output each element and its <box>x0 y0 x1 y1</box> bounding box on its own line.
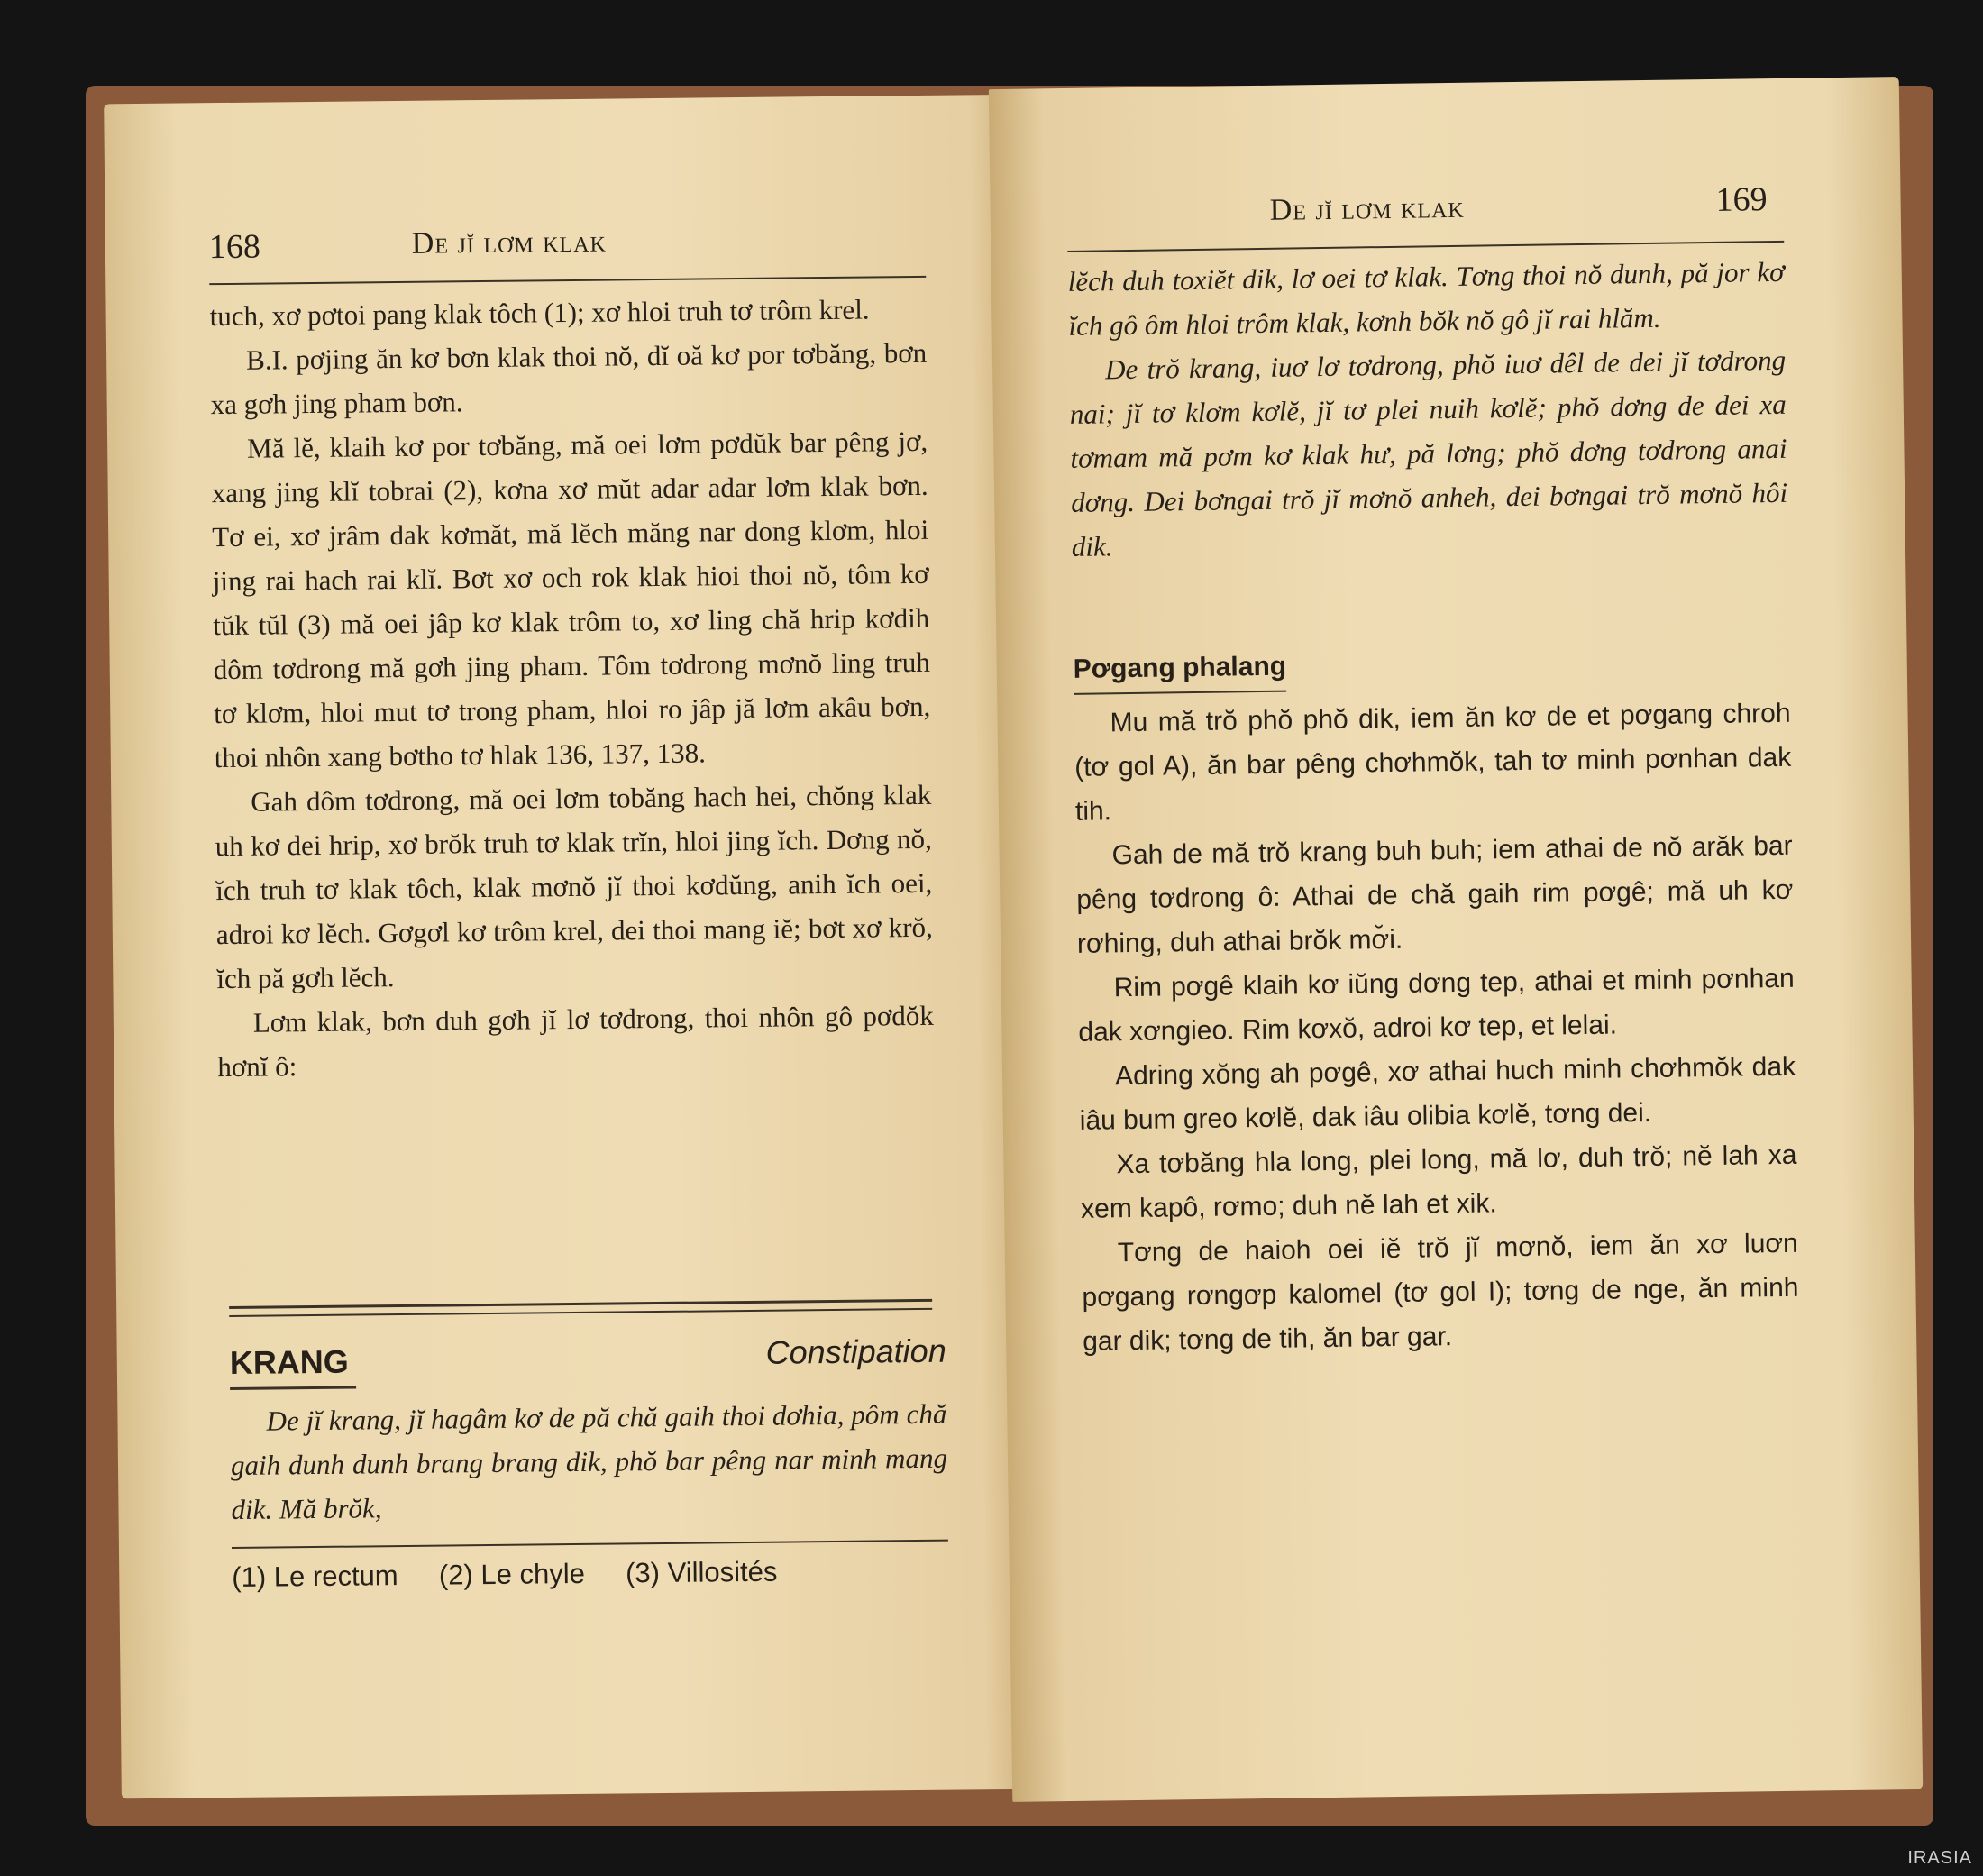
right-body-text <box>1074 691 1799 1364</box>
paragraph: Gah de mă trŏ krang buh buh; iem athai de nŏ arăk bar pêng tơdrong ô: Athai de chă gaih rim pơgê; mă uh kơ rơhing, duh athai brŏk mơ̆i. <box>1076 830 1794 959</box>
footnote: (2) Le chyle <box>438 1557 586 1591</box>
page-number-left: 168 <box>208 227 261 267</box>
right-page <box>989 77 1923 1802</box>
right-italic-text <box>1067 250 1788 569</box>
running-title-left: De jĭ lơm klak <box>411 224 608 261</box>
footnote: (1) Le rectum <box>232 1560 398 1593</box>
paragraph: tuch, xơ pơtoi pang klak tôch (1); xơ hloi truh tơ trôm krel. <box>209 293 870 333</box>
section-heading-french: Constipation <box>765 1332 946 1371</box>
page-number-right: 169 <box>1715 180 1768 219</box>
paragraph: De trŏ krang, iuơ lơ tơdrong, phŏ iuơ dêl de dei jĭ tơdrong nai; jĭ tơ klơm kơlĕ, jĭ tơ plei nuih kơlĕ; phŏ dơng de dei xa tơmam mă pơm kơ klak hư, pă lơng; phŏ dơng tơdrong anai dơng. Dei bơngai trŏ jĭ mơnŏ anheh, dei bơngai trŏ mơnŏ hôi dik. <box>1069 343 1788 563</box>
section-text <box>230 1392 947 1532</box>
paragraph: Mu mă trŏ phŏ phŏ dik, iem ăn kơ de et pơgang chroh (tơ gol A), ăn bar pêng chơhmŏk, tah tơ minh pơnhan dak tih. <box>1074 698 1792 827</box>
paragraph: Gah dôm tơdrong, mă oei lơm tobăng hach hei, chŏng klak uh kơ dei hrip, xơ brŏk truh tơ klak trĭn, hloi jing ĭch. Dơng nŏ, ĭch truh tơ klak tôch, klak mơnŏ jĭ thoi kơdŭng, anih ĭch oei, adroi kơ lĕch. Gơgơl kơ trôm krel, dei thoi mang iĕ; bơt xơ krŏ, ĭch pă gơh lĕch. <box>215 778 933 995</box>
paragraph: B.I. pơjing ăn kơ bơn klak thoi nŏ, dĭ oă kơ por tơbăng, bơn xa gơh jing pham bơn. <box>210 336 928 421</box>
heading-underline <box>230 1386 356 1390</box>
paragraph: Rim pơgê klaih kơ iŭng dơng tep, athai et minh pơnhan dak xơngieo. Rim kơxŏ, adroi kơ tep, et lelai. <box>1078 963 1795 1048</box>
header-rule-left <box>209 276 926 285</box>
paragraph: Mă lĕ, klaih kơ por tơbăng, mă oei lơm pơdŭk bar pêng jơ, xang jing klĭ tobrai (2), kơna xơ mŭt adar adar lơm klak bơn. Tơ ei, xơ jrâm dak kơmăt, mă lĕch măng nar dong klơm, hloi jing rai hach rai klĭ. Bơt xơ och rok klak hioi thoi nŏ, tôm kơ tŭk tŭl (3) mă oei jâp kơ klak trôm to, xơ ling chă hrip kơdih dôm tơdrong mă gơh jing pham. Tôm tơdrong mơnŏ ling truh tơ klơm, hloi mut tơ trong pham, hloi ro jâp jă lơm akâu bơn, thoi nhôn xang bơtho tơ hlak 136, 137, 138. <box>211 425 931 774</box>
paragraph: Xa tơbăng hla long, plei long, mă lơ, duh trŏ; nĕ lah xa xem kapô, rơmo; duh nĕ lah et xik. <box>1080 1139 1797 1224</box>
paragraph: Tơng de haioh oei iĕ trŏ jĭ mơnŏ, iem ăn xơ luơn pơgang rơngơp kalomel (tơ gol I); tơng de nge, ăn minh gar dik; tơng de tih, ăn bar gar. <box>1082 1228 1799 1357</box>
footnotes <box>232 1554 953 1594</box>
subheading-text: Pơgang phalang <box>1073 645 1286 695</box>
section-heading: KRANG <box>229 1342 350 1382</box>
paragraph: lĕch duh toxiĕt dik, lơ oei tơ klak. Tơng thoi nŏ dunh, pă jor kơ ĭch gô ôm hloi trôm klak, kơnh bŏk nŏ gô jĭ rai hlăm. <box>1067 255 1785 342</box>
subheading <box>1073 637 1790 695</box>
section-divider-top <box>229 1299 932 1309</box>
left-page <box>104 95 1041 1799</box>
watermark: IRASIA <box>1907 1848 1972 1868</box>
paragraph: Adring xŏng ah pơgê, xơ athai huch minh chơhmŏk dak iâu bum greo kơlĕ, dak iâu olibia kơlĕ, tơng dei. <box>1079 1051 1796 1136</box>
running-title-right: De jĭ lơm klak <box>1269 190 1465 227</box>
footnote-rule <box>232 1540 948 1549</box>
paragraph: De jĭ krang, jĭ hagâm kơ de pă chă gaih thoi dơhia, pôm chă gaih dunh dunh brang brang dik, phŏ bar pêng nar minh mang dik. Mă brŏk, <box>230 1397 948 1525</box>
left-body-text <box>209 287 934 1089</box>
section-divider-bottom <box>229 1308 932 1317</box>
footnote: (3) Villosités <box>625 1555 778 1589</box>
paragraph: Lơm klak, bơn duh gơh jĭ lơ tơdrong, thoi nhôn gô pơdŏk hơnĭ ô: <box>217 999 935 1084</box>
